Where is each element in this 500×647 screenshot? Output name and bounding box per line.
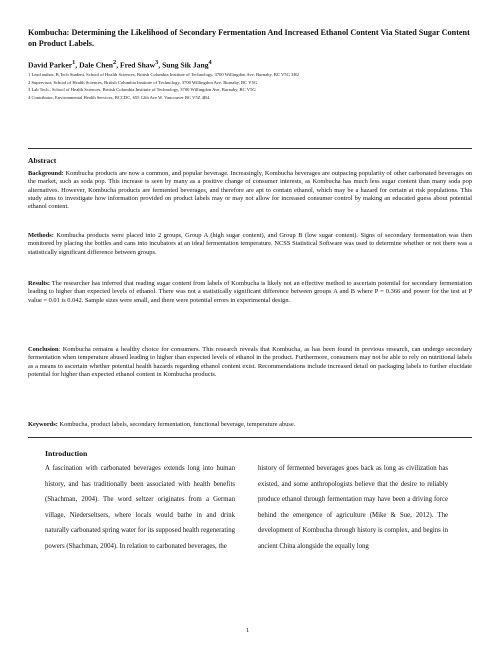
- background-label: Background:: [28, 170, 64, 177]
- keywords-text: Kombucha, product labels, secondary fermentation, functional beverage, temperature abuse.: [57, 421, 296, 428]
- introduction-left-column: A fascination with carbonated beverages extends long into human history, and has traditionally been associated with health benefits (Shachman, 2004). The word seltzer originates from a German village, Niederseltsers, where locals would bathe in and drink naturally carbonated spring water for its supposed health regenerating powers (Shachman, 2004). In relation to carbonated beverages, the: [45, 465, 235, 550]
- affiliation: 1 Lead author, B.Tech Student, School of Health Sciences, British Columbia Institute of Technology, 3700 Willingdon Ave, Burnaby, BC V5G 3H2: [28, 72, 299, 77]
- author-name: Dale Chen: [79, 60, 114, 70]
- section-divider: [28, 148, 472, 149]
- author-name: Fred Shaw: [120, 60, 156, 70]
- conclusion-label: Conclusion: [28, 346, 59, 353]
- abstract-methods: [28, 232, 472, 257]
- abstract-results: [28, 280, 472, 305]
- introduction-heading: Introduction: [45, 449, 88, 458]
- author-name: David Parker: [28, 60, 73, 70]
- methods-text: Kombucha products were placed into 2 groups, Group A (high sugar content), and Group B (low sugar content). Signs of secondary fermentation was then monitored by placing the bottles and cans into incubators at an ideal fermentation temperature. NCSS Statistical Software was used to determine whether or not there was a statistically significant difference between groups.: [28, 232, 472, 256]
- abstract-keywords: [28, 421, 472, 429]
- author-name: Sung Sik Jang: [162, 60, 209, 70]
- affiliation: 2 Supervisor, School of Health Sciences, British Columbia Institute of Technology, 3700 Willingdon Ave, Burnaby, BC V5G: [28, 79, 258, 85]
- author-list: David Parker$^1$, Dale Chen$^2$, Fred Shaw$^3$, Sung Sik Jang$^4$: [28, 59, 212, 70]
- affiliation: 4 Contributor, Environmental Health Services, BCCDC, 655 12th Ave W. Vancouver BC V5Z 4R4: [28, 94, 210, 100]
- conclusion-text: : Kombucha remains a healthy choice for consumers. This research reveals that Kombucha, as has been found in previous research, can undergo secondary fermentation when temperature abused leading to higher than expected levels of ethanol in the product. Furthermore, consumers may not be able to rely on nutritional labels as a means to ascertain whether potential health hazards regarding ethanol content exist. Recommendations include increased detail on packaging labels to further elucidate potential for higher than expected ethanol content in Kombucha products.: [28, 346, 472, 378]
- author-superscript: 2: [113, 59, 117, 66]
- author-superscript: 1: [72, 59, 76, 66]
- background-text: Kombucha products are now a common, and popular beverage. Increasingly, Kombucha beverages are outpacing popularity of other carbonated beverages on the market, such as soda pop. This increase is seen by many as a positive change of consumer interests, as Kombucha has much less sugar content than many soda pop alternatives. However, Kombucha products are fermented beverages, and therefore are apt to contain ethanol, which may be a hazard for certain at risk populations. This study aims to investigate how information provided on product labels may or may not allow for increased consumer control by making an educated guess about potential ethanol content.: [28, 170, 472, 211]
- abstract-conclusion: [28, 346, 472, 379]
- abstract-background: [28, 170, 472, 211]
- section-divider: [28, 437, 472, 438]
- paper-title: Kombucha: Determining the Likelihood of Secondary Fermentation And Increased Ethanol Content Via Stated Sugar Content on Product Labels.: [28, 28, 470, 48]
- results-label: Results:: [28, 280, 51, 287]
- affiliation: 3 Lab Tech., School of Health Sciences, British Columbia Institute of Technology, 3700 Willingdon Ave, Burnaby, BC V5G: [28, 87, 256, 92]
- results-text: The researcher has inferred that reading sugar content from labels of Kombucha is likely not an effective method to ascertain potential for secondary fermentation leading to higher than expected levels of ethanol. There was not a statistically significant difference between groups A and B where P = 0.366 and power for the test at P value = 0.01 is 0.042. Sample sizes were small, and there were potential errors in experimental design.: [28, 280, 472, 304]
- keywords-label: Keywords:: [28, 421, 58, 428]
- page-number: 1: [246, 627, 250, 634]
- author-superscript: 3: [155, 59, 159, 66]
- affiliation-list: [28, 71, 478, 101]
- abstract-heading: Abstract: [28, 156, 57, 165]
- methods-label: Methods:: [28, 232, 54, 239]
- author-superscript: 4: [208, 59, 212, 66]
- introduction-right-column: history of fermented beverages goes back as long as civilization has existed, and some anthropologists believe that the desire to reliably produce ethanol through fermentation may have been a driving force behind the emergence of agriculture (Mike & Sue, 2012). The development of Kombucha through history is complex, and begins in ancient China alongside the equally long: [258, 465, 448, 550]
